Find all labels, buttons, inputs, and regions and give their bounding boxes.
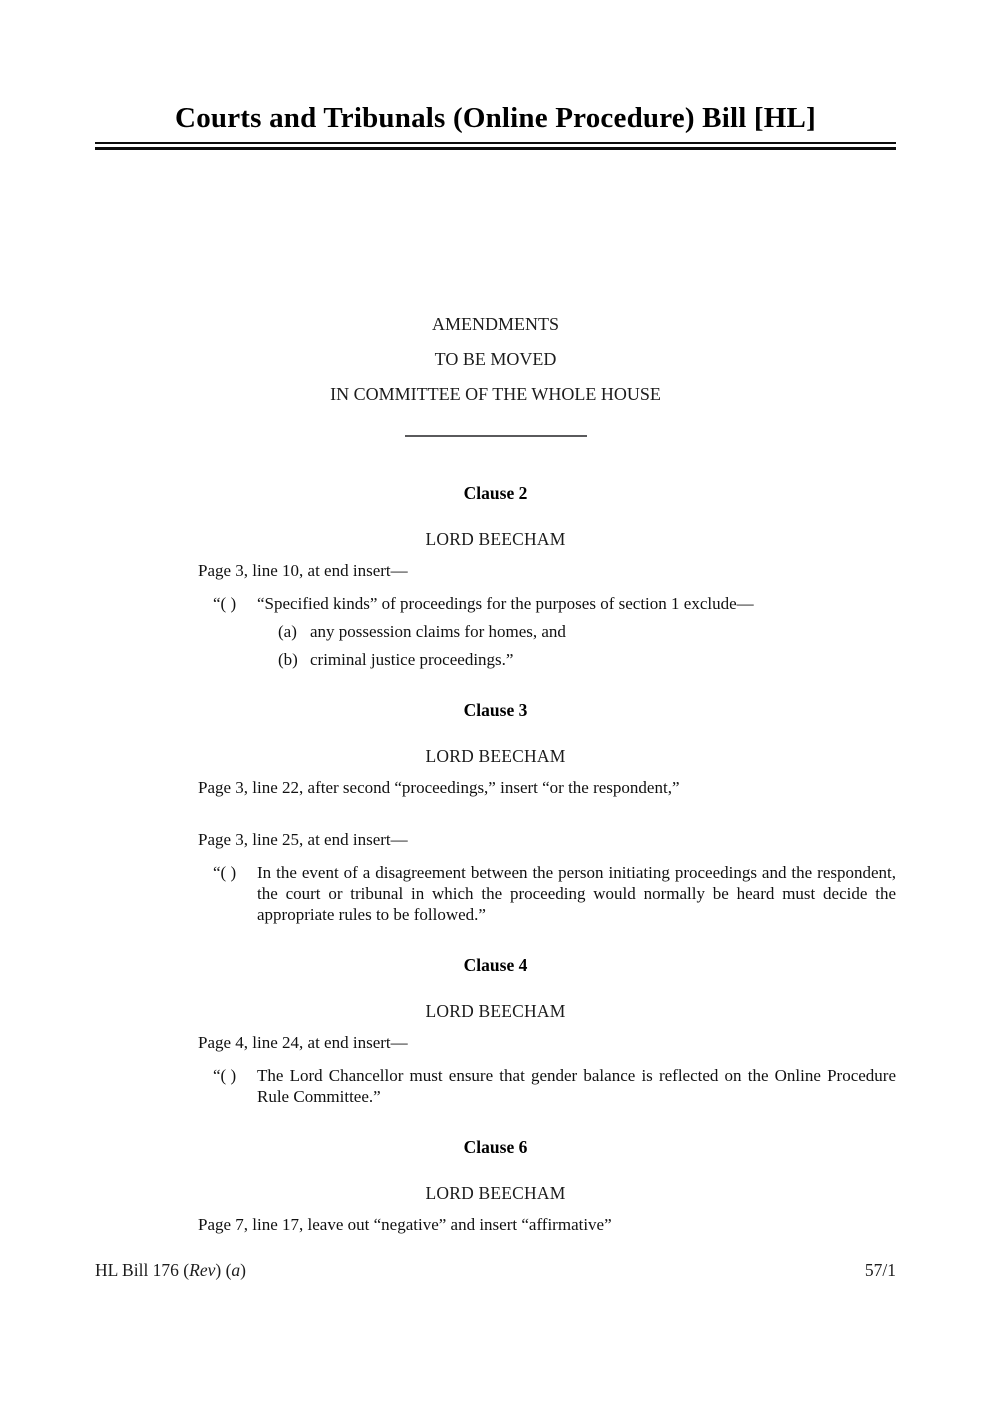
amendment-lead: Page 7, line 17, leave out “negative” and insert “affirmative” [198, 1215, 612, 1234]
clause-heading: Clause 6 [463, 1137, 528, 1157]
sub-item-marker: (a) [278, 622, 297, 641]
amendment [95, 777, 896, 798]
page-footer [95, 1260, 896, 1281]
clause-heading: Clause 4 [463, 955, 528, 975]
mover-name: LORD BEECHAM [425, 1001, 566, 1021]
title-rule [95, 142, 896, 150]
sub-item-marker: (b) [278, 650, 298, 669]
amendment-subsection [213, 593, 896, 614]
amendment-lead: Page 3, line 25, at end insert— [198, 830, 408, 849]
clause-2-section [95, 483, 896, 670]
amendment [95, 560, 896, 670]
sub-item-a [278, 621, 896, 642]
amendment [95, 1214, 896, 1235]
amendment [95, 829, 896, 925]
footer-serial-number: 57/1 [864, 1260, 896, 1280]
heading-to-be-moved: TO BE MOVED [434, 349, 557, 369]
clause-heading: Clause 3 [463, 700, 528, 720]
sub-item-text: criminal justice proceedings.” [310, 650, 514, 669]
amendment-subsection [213, 862, 896, 925]
mover-name: LORD BEECHAM [425, 1183, 566, 1203]
sub-item-b [278, 649, 896, 670]
mover-name: LORD BEECHAM [425, 746, 566, 766]
footer-bill-number: HL Bill 176 (Rev) (a) [95, 1260, 246, 1280]
clause-6-section [95, 1137, 896, 1235]
amendment-lead: Page 4, line 24, at end insert— [198, 1033, 408, 1052]
amendments-heading-block [95, 307, 896, 412]
subsection-marker: “( ) [213, 1066, 237, 1085]
clause-heading: Clause 2 [463, 483, 528, 503]
subsection-text: “Specified kinds” of proceedings for the purposes of section 1 exclude— [257, 594, 754, 613]
subsection-marker: “( ) [213, 863, 237, 882]
mover-name: LORD BEECHAM [425, 529, 566, 549]
amendment [95, 1032, 896, 1107]
subsection-text: The Lord Chancellor must ensure that gender balance is reflected on the Online Procedure Rule Committee.” [257, 1066, 896, 1106]
heading-committee: IN COMMITTEE OF THE WHOLE HOUSE [330, 384, 661, 404]
amendment-lead: Page 3, line 10, at end insert— [198, 561, 408, 580]
section-divider [405, 435, 587, 437]
clause-4-section [95, 955, 896, 1107]
page-title: Courts and Tribunals (Online Procedure) Bill [HL] [175, 102, 816, 134]
heading-amendments: AMENDMENTS [431, 314, 559, 334]
amendment-subsection [213, 1065, 896, 1107]
sub-item-text: any possession claims for homes, and [310, 622, 566, 641]
clause-3-section [95, 700, 896, 925]
amendment-lead: Page 3, line 22, after second “proceedings,” insert “or the respondent,” [198, 778, 680, 797]
subsection-text: In the event of a disagreement between the person initiating proceedings and the respondent, the court or tribunal in which the proceeding would normally be heard must decide the appropriate rules to be followed.” [257, 863, 896, 924]
subsection-marker: “( ) [213, 594, 237, 613]
